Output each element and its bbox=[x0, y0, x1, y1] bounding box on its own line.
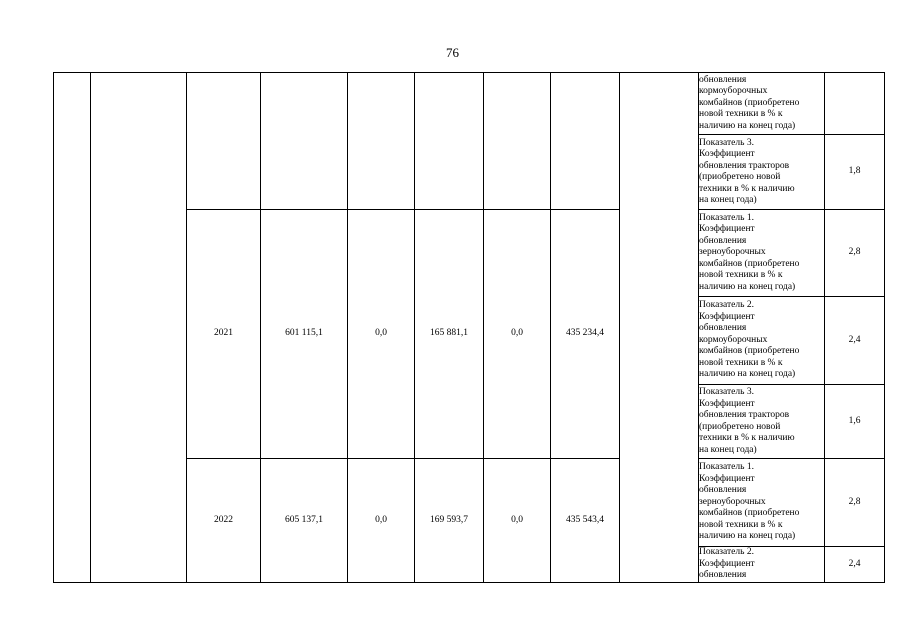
indicator-value: 2,8 bbox=[825, 210, 885, 297]
indicator-value: 2,4 bbox=[825, 297, 885, 385]
number-cell bbox=[54, 73, 91, 583]
page-number: 76 bbox=[446, 45, 459, 60]
federal-budget-cell: 0,0 bbox=[348, 210, 415, 459]
total-cell bbox=[261, 73, 348, 210]
extrabudgetary-cell bbox=[551, 73, 620, 210]
extrabudgetary-cell: 435 234,4 bbox=[551, 210, 620, 459]
indicator-text: Показатель 1. Коэффициент обновления зерноуборочных комбайнов (приобретено новой техники в % к наличию на конец года) bbox=[699, 459, 825, 547]
indicator-value: 2,4 bbox=[825, 547, 885, 583]
total-cell: 605 137,1 bbox=[261, 459, 348, 583]
regional-budget-cell bbox=[415, 73, 484, 210]
local-budget-cell: 0,0 bbox=[484, 459, 551, 583]
indicator-value: 2,8 bbox=[825, 459, 885, 547]
regional-budget-cell: 165 881,1 bbox=[415, 210, 484, 459]
local-budget-cell bbox=[484, 73, 551, 210]
year-cell: 2022 bbox=[187, 459, 261, 583]
local-budget-cell: 0,0 bbox=[484, 210, 551, 459]
indicator-text: Показатель 3. Коэффициент обновления тракторов (приобретено новой техники в % к наличию на конец года) bbox=[699, 135, 825, 210]
indicator-value bbox=[825, 73, 885, 135]
indicator-text: Показатель 1. Коэффициент обновления зерноуборочных комбайнов (приобретено новой техники в % к наличию на конец года) bbox=[699, 210, 825, 297]
indicator-text: Показатель 2. Коэффициент обновления bbox=[699, 547, 825, 583]
total-cell: 601 115,1 bbox=[261, 210, 348, 459]
name-cell bbox=[91, 73, 187, 583]
indicator-text: обновления кормоуборочных комбайнов (приобретено новой техники в % к наличию на конец года) bbox=[699, 73, 825, 135]
executor-cell bbox=[620, 73, 699, 583]
regional-budget-cell: 169 593,7 bbox=[415, 459, 484, 583]
budget-table bbox=[53, 72, 885, 583]
federal-budget-cell bbox=[348, 73, 415, 210]
year-cell: 2021 bbox=[187, 210, 261, 459]
indicator-text: Показатель 3. Коэффициент обновления тракторов (приобретено новой техники в % к наличию на конец года) bbox=[699, 385, 825, 459]
table-row bbox=[54, 73, 885, 135]
federal-budget-cell: 0,0 bbox=[348, 459, 415, 583]
indicator-value: 1,6 bbox=[825, 385, 885, 459]
extrabudgetary-cell: 435 543,4 bbox=[551, 459, 620, 583]
year-cell bbox=[187, 73, 261, 210]
indicator-text: Показатель 2. Коэффициент обновления кормоуборочных комбайнов (приобретено новой техники в % к наличию на конец года) bbox=[699, 297, 825, 385]
indicator-value: 1,8 bbox=[825, 135, 885, 210]
